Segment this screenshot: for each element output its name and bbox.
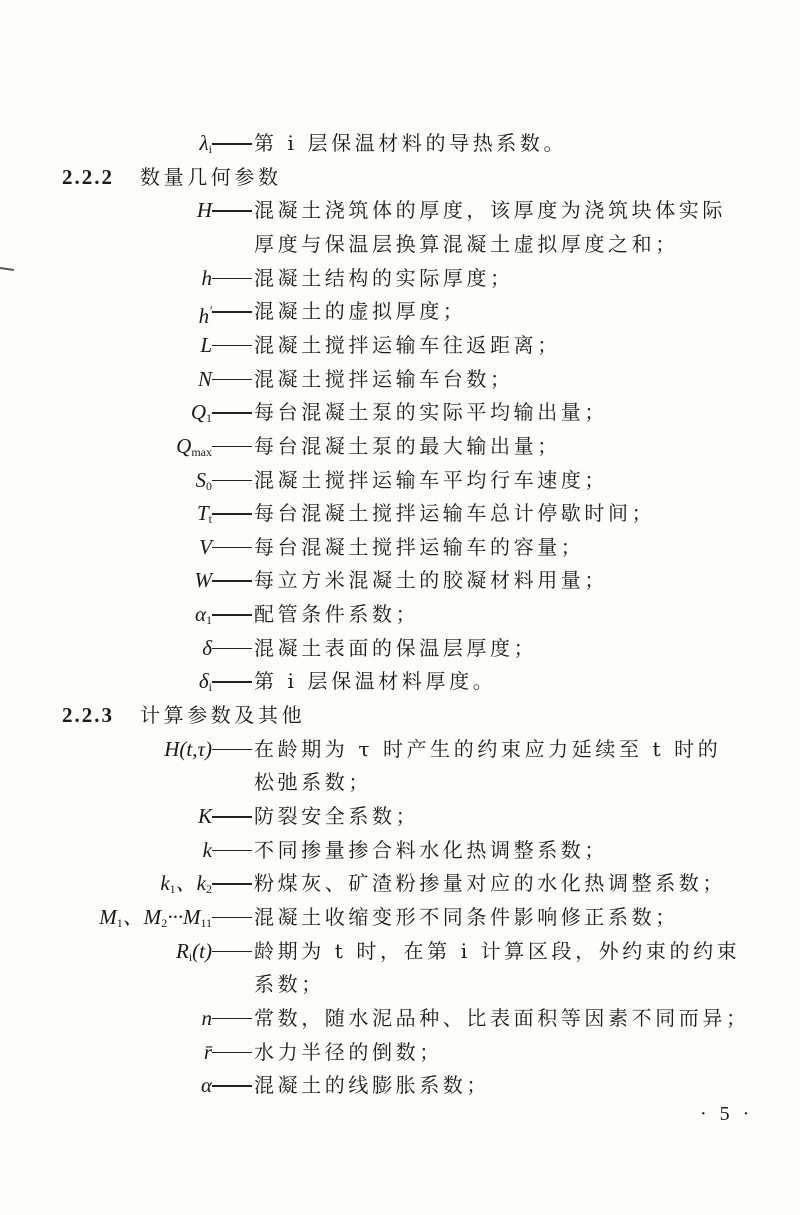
- symbol: [204, 1037, 212, 1067]
- symbol-subscript: 1: [116, 915, 123, 930]
- em-dash-separator: [212, 883, 252, 885]
- symbol: [199, 532, 212, 562]
- page-number: · 5 ·: [700, 1103, 754, 1125]
- symbol-base: h: [198, 304, 210, 329]
- symbol-definition: [0, 936, 800, 966]
- em-dash-separator: [212, 1052, 252, 1054]
- symbol-subscript: t: [208, 512, 212, 527]
- definition-text: 不同掺量掺合料水化热调整系数；: [254, 837, 608, 862]
- symbol-definition: [0, 902, 800, 932]
- definition-text: 每立方米混凝土的胶凝材料用量；: [254, 568, 608, 593]
- em-dash-separator: [212, 379, 252, 381]
- symbol-definition: [0, 868, 800, 898]
- symbol-definition: [0, 498, 800, 528]
- symbol: [202, 1003, 213, 1033]
- symbol-base: Q: [190, 400, 206, 425]
- em-dash-separator: [212, 917, 252, 919]
- symbol: [164, 734, 212, 764]
- em-dash-separator: [212, 311, 252, 313]
- symbol-definition: [0, 801, 800, 831]
- em-dash-separator: [212, 480, 252, 482]
- symbol: [202, 633, 212, 663]
- symbol: [99, 902, 212, 938]
- symbol-base: α: [200, 1073, 212, 1098]
- symbol-base: ···M: [167, 904, 201, 929]
- symbol-base: α: [194, 602, 206, 627]
- symbol-base: N: [197, 366, 212, 391]
- symbol-base: H(t,τ): [164, 736, 212, 761]
- symbol: [200, 330, 212, 360]
- em-dash-separator: [212, 850, 252, 852]
- em-dash-separator: [212, 614, 252, 616]
- definition-text: 混凝土表面的保温层厚度；: [254, 635, 538, 660]
- em-dash-separator: [212, 1018, 252, 1020]
- symbol-base: 、k: [175, 871, 206, 896]
- em-dash-separator: [212, 816, 252, 818]
- em-dash-separator: [212, 580, 252, 582]
- symbol: [160, 868, 212, 904]
- definition-continuation: [0, 969, 800, 999]
- symbol: [191, 397, 212, 433]
- definition-text: 混凝土的线膨胀系数；: [254, 1073, 490, 1098]
- em-dash-separator: [212, 210, 252, 212]
- definition-text: 松弛系数；: [254, 770, 372, 795]
- symbol: [198, 364, 212, 394]
- definition-text: 混凝土结构的实际厚度；: [254, 265, 514, 290]
- symbol-base: T: [196, 501, 209, 526]
- definition-text: 粉煤灰、矿渣粉掺量对应的水化热调整系数；: [254, 871, 726, 896]
- symbol-base: δ: [198, 669, 209, 694]
- definition-continuation: [0, 229, 800, 259]
- symbol: [198, 801, 212, 831]
- symbol-base: δ: [202, 635, 212, 660]
- em-dash-separator: [212, 547, 252, 549]
- definition-text: 每台混凝土搅拌运输车的容量；: [254, 534, 585, 559]
- definition-text: 水力半径的倒数；: [254, 1039, 443, 1064]
- section-heading: [0, 162, 800, 192]
- symbol-definition: [0, 263, 800, 293]
- symbol-base: M: [99, 904, 117, 929]
- section-title: 数量几何参数: [140, 164, 282, 189]
- symbol-subscript: 1: [169, 882, 176, 897]
- symbol-definition: [0, 599, 800, 629]
- definition-text: 厚度与保温层换算混凝土虚拟厚度之和；: [254, 231, 679, 256]
- em-dash-separator: [212, 143, 252, 145]
- definition-text: 常数，随水泥品种、比表面积等因素不同而异；: [254, 1005, 750, 1030]
- symbol-definition: [0, 195, 800, 225]
- symbol-subscript: max: [191, 444, 212, 459]
- em-dash-separator: [212, 513, 252, 515]
- section-number: 2.2.3: [62, 703, 114, 728]
- definition-text: 配管条件系数；: [254, 602, 420, 627]
- symbol-base: K: [197, 804, 212, 828]
- symbol-base: L: [200, 332, 212, 357]
- definition-text: 混凝土浇筑体的厚度，该厚度为浇筑块体实际: [254, 198, 726, 223]
- em-dash-separator: [212, 446, 252, 448]
- definition-continuation: [0, 767, 800, 797]
- em-dash-separator: [212, 278, 252, 280]
- symbol-base: R: [176, 938, 189, 963]
- definition-text: 在龄期为 τ 时产生的约束应力延续至 t 时的: [254, 736, 722, 761]
- symbol: [202, 263, 213, 293]
- symbol: [196, 465, 213, 501]
- symbol-definition: [0, 431, 800, 461]
- definition-text: 防裂安全系数；: [254, 804, 420, 828]
- em-dash-separator: [212, 749, 252, 751]
- definition-text: 每台混凝土泵的最大输出量；: [254, 433, 561, 458]
- symbol-subscript: i: [188, 949, 193, 964]
- symbol-base: S: [195, 467, 206, 492]
- definition-text: 龄期为 t 时，在第 i 计算区段，外约束的约束: [254, 938, 741, 963]
- definition-text: 混凝土收缩变形不同条件影响修正系数；: [254, 904, 679, 929]
- symbol-base: n: [201, 1005, 212, 1030]
- symbol-definition: [0, 666, 800, 696]
- em-dash-separator: [212, 1085, 252, 1087]
- symbol-subscript: 1: [206, 411, 212, 426]
- symbol-base: k: [202, 837, 212, 862]
- symbol-definition: [0, 397, 800, 427]
- symbol-base: W: [194, 568, 212, 593]
- definition-text: 混凝土搅拌运输车台数；: [254, 366, 514, 391]
- symbol-base: 、M: [122, 904, 162, 929]
- symbol: [203, 835, 212, 865]
- symbol: [199, 296, 212, 331]
- symbol: [199, 666, 212, 702]
- symbol-definition: [0, 532, 800, 562]
- symbol-subscript: i: [208, 142, 212, 156]
- symbol: [197, 498, 212, 534]
- symbol-definition: [0, 128, 800, 158]
- definition-text: 每台混凝土泵的实际平均输出量；: [254, 400, 608, 425]
- symbol-base: V: [199, 534, 212, 559]
- definition-text: 第 i 层保温材料厚度。: [254, 669, 497, 694]
- symbol-subscript: 2: [161, 915, 168, 930]
- symbol-base: Q: [176, 433, 192, 458]
- symbol-definition: [0, 565, 800, 595]
- em-dash-separator: [212, 951, 252, 953]
- definition-text: 第 i 层保温材料的导热系数。: [254, 131, 568, 155]
- symbol-definition: [0, 633, 800, 663]
- section-number: 2.2.2: [62, 164, 114, 189]
- em-dash-separator: [212, 412, 252, 414]
- symbol-definition: [0, 1037, 800, 1067]
- symbol-subscript: 11: [200, 915, 212, 930]
- symbol-base: r̄: [203, 1039, 212, 1064]
- symbol-base: λ: [199, 131, 209, 155]
- symbol-definition: [0, 364, 800, 394]
- symbol-definition: [0, 296, 800, 329]
- symbol-definition: [0, 1070, 800, 1100]
- symbol-definition: [0, 1003, 800, 1033]
- symbol-subscript: 0: [206, 478, 212, 493]
- symbol-base: h: [201, 265, 212, 290]
- definition-text: 系数；: [254, 972, 325, 997]
- symbol-base: H: [196, 198, 212, 223]
- symbol-base: k: [160, 871, 170, 896]
- symbol-superscript: ′: [209, 303, 212, 319]
- symbol-subscript: 1: [206, 613, 212, 628]
- symbol: [176, 936, 212, 972]
- symbol-definition: [0, 330, 800, 360]
- symbol-subscript: i: [208, 680, 212, 695]
- symbol: [197, 195, 212, 225]
- symbol-definition: [0, 734, 800, 764]
- symbol-base: (t): [192, 938, 212, 963]
- em-dash-separator: [212, 648, 252, 650]
- symbol: [176, 431, 212, 467]
- definition-text: 混凝土搅拌运输车平均行车速度；: [254, 467, 608, 492]
- definition-text: 每台混凝土搅拌运输车总计停歇时间；: [254, 501, 656, 526]
- section-title: 计算参数及其他: [140, 703, 306, 728]
- section-heading: [0, 700, 800, 730]
- em-dash-separator: [212, 345, 252, 347]
- symbol: [201, 1070, 212, 1100]
- symbol-subscript: 2: [206, 882, 212, 897]
- symbol: [195, 565, 213, 595]
- em-dash-separator: [212, 681, 252, 683]
- symbol: [200, 128, 212, 164]
- definition-text: 混凝土的虚拟厚度；: [254, 299, 467, 324]
- symbol: [195, 599, 212, 635]
- definition-text: 混凝土搅拌运输车往返距离；: [254, 332, 561, 357]
- symbol-definition: [0, 465, 800, 495]
- symbol-definition: [0, 835, 800, 865]
